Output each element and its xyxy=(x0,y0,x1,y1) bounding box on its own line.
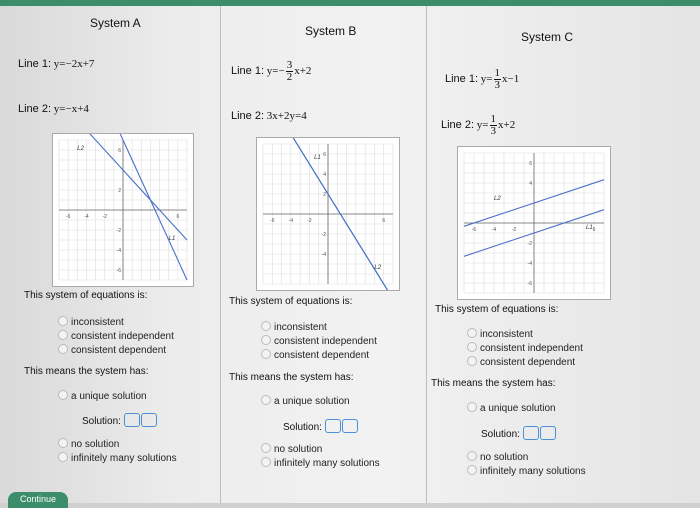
line-label: L1 xyxy=(168,236,176,242)
system-c-unique-solution[interactable]: a unique solution xyxy=(467,402,556,414)
system-c-graph[interactable] xyxy=(457,146,611,300)
line-label: L2 xyxy=(77,146,84,152)
system-c-means: This means the system has: xyxy=(431,378,556,389)
x-tick-label: -2 xyxy=(307,218,312,224)
system-b-option-inconsistent[interactable]: inconsistent xyxy=(261,321,327,333)
solution-y-input[interactable] xyxy=(540,426,556,440)
system-b-graph[interactable] xyxy=(256,137,400,291)
x-tick-label: 6 xyxy=(176,214,180,220)
solution-y-input[interactable] xyxy=(342,419,358,433)
system-a-infinite[interactable]: infinitely many solutions xyxy=(58,452,177,464)
y-tick-label: -4 xyxy=(321,252,326,258)
radio-icon[interactable] xyxy=(261,335,271,345)
radio-icon[interactable] xyxy=(58,452,68,462)
system-b-panel xyxy=(221,6,427,503)
radio-icon[interactable] xyxy=(467,451,477,461)
system-a-means: This means the system has: xyxy=(24,366,149,377)
system-a-panel xyxy=(0,6,221,503)
y-tick-label: 6 xyxy=(529,161,532,167)
fraction: $\frac{1}{3}$ xyxy=(494,67,500,91)
y-tick-label: -6 xyxy=(116,268,121,274)
system-a-unique-solution[interactable]: a unique solution xyxy=(58,390,147,402)
system-c-no-solution[interactable]: no solution xyxy=(467,451,528,463)
y-tick-label: 2 xyxy=(323,192,326,198)
x-tick-label: -6 xyxy=(270,218,275,224)
system-c-line1: Line 1: y= $\frac{1}{3}$ x−1 xyxy=(445,67,520,91)
fraction: $\frac{3}{2}$ xyxy=(286,59,293,83)
y-tick-label: 2 xyxy=(118,188,121,194)
x-tick-label: 6 xyxy=(382,218,386,224)
system-a-option-inconsistent[interactable]: inconsistent xyxy=(58,316,124,328)
x-tick-label: -6 xyxy=(471,227,477,233)
x-tick-label: -2 xyxy=(511,227,517,233)
system-c-option-inconsistent[interactable]: inconsistent xyxy=(467,328,533,340)
y-tick-label: 4 xyxy=(323,172,326,178)
y-tick-label: -2 xyxy=(527,241,532,247)
x-tick-label: -4 xyxy=(288,218,294,224)
radio-icon[interactable] xyxy=(467,342,477,352)
fraction: $\frac{1}{3}$ xyxy=(490,113,496,137)
x-tick-label: -4 xyxy=(84,214,89,220)
radio-icon[interactable] xyxy=(467,356,477,366)
y-tick-label: -4 xyxy=(116,248,121,254)
system-b-option-consistent-dependent[interactable]: consistent dependent xyxy=(261,349,369,361)
y-tick-label: -6 xyxy=(527,281,532,287)
radio-icon[interactable] xyxy=(261,321,271,331)
system-b-option-consistent-independent[interactable]: consistent independent xyxy=(261,335,377,347)
x-tick-label: -2 xyxy=(102,214,107,220)
radio-icon[interactable] xyxy=(58,438,68,448)
radio-icon[interactable] xyxy=(261,395,271,405)
system-c-option-consistent-independent[interactable]: consistent independent xyxy=(467,342,583,354)
system-b-infinite[interactable]: infinitely many solutions xyxy=(261,457,380,469)
system-b-graph-canvas xyxy=(257,138,399,290)
line-label: L1 xyxy=(314,155,321,161)
system-b-means: This means the system has: xyxy=(229,372,354,383)
radio-icon[interactable] xyxy=(58,330,68,340)
radio-icon[interactable] xyxy=(467,328,477,338)
line-label: L1 xyxy=(586,225,593,231)
system-c-panel xyxy=(427,6,700,503)
system-a-no-solution[interactable]: no solution xyxy=(58,438,119,450)
system-c-question: This system of equations is: xyxy=(435,304,559,315)
solution-y-input[interactable] xyxy=(141,413,157,427)
system-a-graph-canvas xyxy=(53,134,193,286)
system-b-unique-solution[interactable]: a unique solution xyxy=(261,395,350,407)
radio-icon[interactable] xyxy=(58,344,68,354)
solution-x-input[interactable] xyxy=(124,413,140,427)
radio-icon[interactable] xyxy=(261,457,271,467)
y-tick-label: 6 xyxy=(118,148,121,154)
x-tick-label: -6 xyxy=(65,214,71,220)
system-b-title: System B xyxy=(305,24,357,38)
line-label: L2 xyxy=(494,196,501,202)
radio-icon[interactable] xyxy=(58,390,68,400)
radio-icon[interactable] xyxy=(467,465,477,475)
system-c-option-consistent-dependent[interactable]: consistent dependent xyxy=(467,356,575,368)
y-tick-label: -4 xyxy=(527,261,532,267)
system-b-no-solution[interactable]: no solution xyxy=(261,443,322,455)
system-b-question: This system of equations is: xyxy=(229,296,353,307)
radio-icon[interactable] xyxy=(467,402,477,412)
line-label: L2 xyxy=(374,265,382,271)
y-tick-label: 6 xyxy=(323,152,326,158)
system-c-line2: Line 2: y= $\frac{1}{3}$ x+2 xyxy=(441,113,516,137)
radio-icon[interactable] xyxy=(58,316,68,326)
system-b-line2: Line 2: 3x+2y=4 xyxy=(231,110,307,122)
continue-button[interactable]: Continue xyxy=(8,492,68,508)
system-b-solution: Solution: xyxy=(283,419,358,433)
system-a-question: This system of equations is: xyxy=(24,290,148,301)
system-a-option-consistent-dependent[interactable]: consistent dependent xyxy=(58,344,166,356)
y-tick-label: 4 xyxy=(529,181,532,187)
system-a-line2: Line 2: y=−x+4 xyxy=(18,103,89,115)
system-a-title: System A xyxy=(90,16,141,30)
solution-x-input[interactable] xyxy=(325,419,341,433)
system-a-solution: Solution: xyxy=(82,413,157,427)
y-tick-label: -2 xyxy=(321,232,326,238)
system-c-infinite[interactable]: infinitely many solutions xyxy=(467,465,586,477)
x-tick-label: -4 xyxy=(491,227,497,233)
system-c-title: System C xyxy=(521,30,574,44)
radio-icon[interactable] xyxy=(261,443,271,453)
radio-icon[interactable] xyxy=(261,349,271,359)
x-tick-label: 6 xyxy=(592,227,596,233)
system-c-graph-canvas xyxy=(458,147,610,299)
system-b-line1: Line 1: y=− $\frac{3}{2}$ x+2 xyxy=(231,59,312,83)
system-a-graph[interactable] xyxy=(52,133,194,287)
y-tick-label: -2 xyxy=(116,228,121,234)
system-c-solution: Solution: xyxy=(481,426,556,440)
system-a-option-consistent-independent[interactable]: consistent independent xyxy=(58,330,174,342)
solution-x-input[interactable] xyxy=(523,426,539,440)
system-a-line1: Line 1: y=−2x+7 xyxy=(18,58,95,70)
